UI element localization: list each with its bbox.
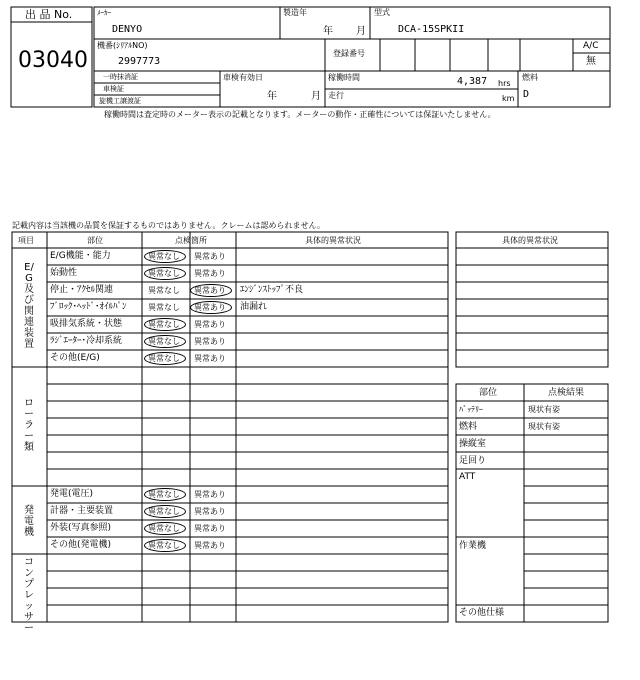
row-part: 吸排気系統・状態: [50, 319, 123, 329]
fuel-label: 燃料: [522, 73, 538, 82]
hours-note: 稼働時間は査定時のメーター表示の記載となります。メーターの動作・正確性については保証いたしません。: [104, 110, 496, 119]
group-label-compressor: コンプレッサー: [24, 557, 34, 634]
model-value: DCA-15SPKII: [398, 24, 465, 35]
result-part: その他仕様: [459, 608, 505, 618]
row-part: 外装(写真参照): [50, 523, 112, 533]
disclaimer: 記載内容は当該機の品質を保証するものではありません。クレームは認められません。: [12, 221, 325, 230]
month-unit: 月: [356, 26, 366, 37]
row-part: ﾗｼﾞｴｰﾀｰ･冷却系統: [50, 336, 123, 346]
abnormal-option: 異常あり: [194, 286, 226, 295]
row-detail: ｴﾝｼﾞﾝｽﾄｯﾌﾟ不良: [240, 285, 304, 295]
transfer-cert-label: 旋機工譲渡証: [99, 97, 141, 105]
year-unit: 年: [323, 26, 333, 37]
abnormal-option: 異常あり: [194, 524, 226, 533]
abnormal-option: 異常あり: [194, 541, 226, 550]
abnormal-option: 異常あり: [194, 354, 226, 363]
lot-number: 03040: [18, 48, 88, 73]
abnormal-option: 異常あり: [194, 490, 226, 499]
hours-unit: hrs: [498, 79, 511, 88]
col-check-header: 点検箇所: [175, 236, 207, 245]
result-part: ATT: [459, 472, 476, 482]
ac-value: 無: [586, 56, 596, 67]
km-label: 走行: [328, 91, 344, 100]
hours-value: 4,387: [457, 76, 488, 87]
registration-label: 登録番号: [333, 49, 365, 58]
none-option: 異常なし: [148, 541, 180, 550]
inspection-cert-label: 車検証: [103, 85, 124, 93]
row-part: その他(E/G): [50, 353, 100, 363]
group-label-generator: 発電機: [24, 505, 34, 538]
result-part: 作業機: [459, 541, 487, 551]
valid-month-unit: 月: [311, 91, 321, 102]
none-option: 異常なし: [148, 320, 180, 329]
row-part: 計器・主要装置: [50, 506, 114, 516]
row-part: E/G機能・能力: [50, 251, 111, 261]
maker-label: ﾒｰｶｰ: [97, 9, 111, 17]
row-part: ﾌﾞﾛｯｸ･ﾍｯﾄﾞ･ｵｲﾙﾊﾟﾝ: [50, 302, 127, 312]
results-part-header: 部位: [479, 388, 498, 398]
none-option: 異常なし: [148, 337, 180, 346]
abnormal-option: 異常あり: [194, 303, 226, 312]
none-option: 異常なし: [148, 524, 180, 533]
row-part: その他(発電機): [50, 540, 112, 550]
result-part: 燃料: [459, 422, 478, 432]
group-label-engine: E/G及び関連装置: [24, 262, 34, 350]
none-option: 異常なし: [148, 354, 180, 363]
valid-year-unit: 年: [267, 91, 277, 102]
none-option: 異常なし: [148, 269, 180, 278]
results-result-header: 点検結果: [548, 388, 585, 398]
result-part: 操縦室: [459, 439, 487, 449]
col-item-header: 項目: [18, 236, 34, 245]
row-part: 始動性: [50, 268, 78, 278]
maker-value: DENYO: [112, 24, 143, 35]
none-option: 異常なし: [148, 286, 180, 295]
abnormal-option: 異常あり: [194, 320, 226, 329]
group-label-rollers: ローラー類: [24, 398, 34, 453]
none-option: 異常なし: [148, 303, 180, 312]
year-label: 製造年: [283, 8, 307, 17]
row-part: 発電(電圧): [50, 489, 94, 499]
row-detail: 油漏れ: [240, 302, 268, 312]
result-part: 足回り: [459, 456, 487, 466]
result-value: 現状有姿: [528, 422, 560, 431]
abnormal-option: 異常あり: [194, 337, 226, 346]
ac-label: A/C: [583, 41, 599, 51]
lot-label: 出 品 No.: [25, 8, 73, 21]
model-label: 型式: [374, 8, 390, 17]
col-detail-header: 具体的異常状況: [305, 236, 361, 245]
inspection-valid-label: 車検有効日: [223, 73, 263, 82]
hours-label: 稼働時間: [328, 73, 360, 82]
abnormal-option: 異常あり: [194, 507, 226, 516]
right-detail-header: 具体的異常状況: [502, 236, 558, 245]
col-part-header: 部位: [87, 236, 103, 245]
none-option: 異常なし: [148, 490, 180, 499]
none-option: 異常なし: [148, 252, 180, 261]
temp-permit-label: 一時抹消証: [103, 73, 138, 81]
abnormal-option: 異常あり: [194, 252, 226, 261]
abnormal-option: 異常あり: [194, 269, 226, 278]
result-value: 現状有姿: [528, 405, 560, 414]
none-option: 異常なし: [148, 507, 180, 516]
fuel-value: D: [523, 89, 530, 100]
km-unit: km: [502, 94, 515, 103]
serial-label: 機番(ｼﾘｱﾙNO): [97, 41, 148, 50]
serial-value: 2997773: [118, 56, 161, 67]
row-part: 停止・ｱｸｾﾙ関連: [50, 285, 114, 295]
result-part: ﾊﾞｯﾃﾘｰ: [459, 405, 483, 414]
